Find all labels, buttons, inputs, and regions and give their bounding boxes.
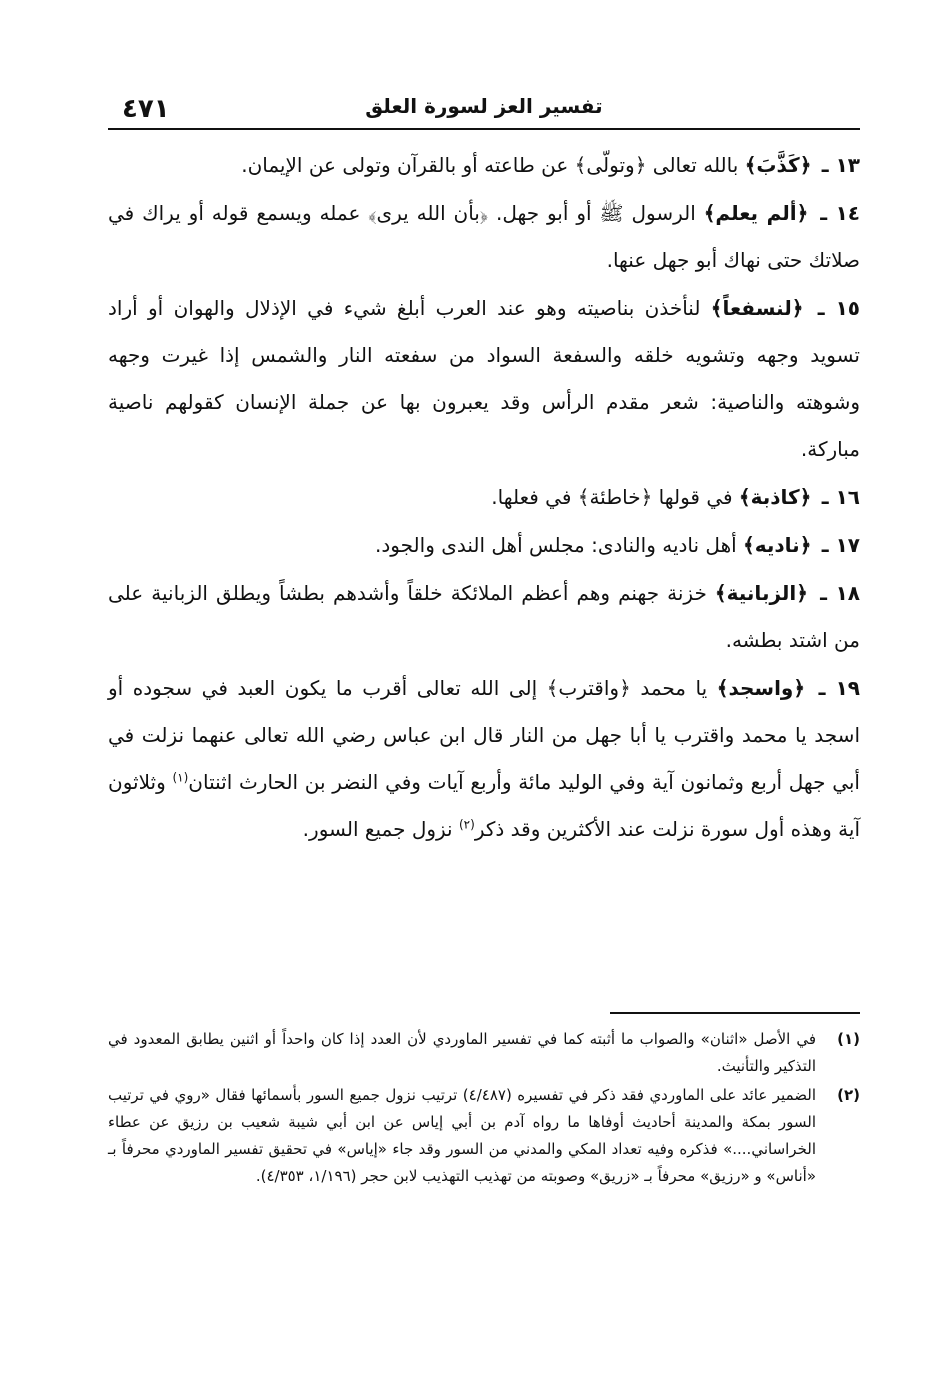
quran-term: ﴿لنسفعاً﴾ bbox=[710, 296, 804, 320]
footnote-text: الضمير عائد على الماوردي فقد ذكر في تفسيره (٤/٤٨٧) ترتيب نزول جميع السور بأسمائها فقال «روي في ترتيب السور بمكة والمدينة أحاديث أوفاها ما رواه آدم بن أبي إياس عن ابن أبي شيبة شعيب بن رزيق عن عطاء الخراساني....» فذكره وفيه تعداد المكي والمدني من السور وقد جاء «إياس» في تحقيق تفسير الماوردي محرفاً بـ «أناس» و «رزيق» محرفاً بـ «زريق» وصوبته من تهذيب التهذيب لابن حجر (١/١٩٦، ٤/٣٥٣). bbox=[108, 1086, 816, 1185]
commentary: أهل ناديه والنادى: مجلس أهل الندى والجود. bbox=[375, 533, 737, 557]
footnote-text: في الأصل «اثنان» والصواب ما أثبته كما في تفسير الماوردي لأن العدد إذا كان واحداً أو اثنين يطابق المعدود في التذكير والتأنيث. bbox=[108, 1030, 816, 1075]
verse-number: ١٨ ـ bbox=[820, 581, 860, 605]
quran-term: ﴿كَذَّبَ﴾ bbox=[744, 153, 812, 177]
page-header bbox=[108, 82, 860, 130]
footnote-ref[interactable]: (٢) bbox=[458, 817, 475, 832]
paragraph-19 bbox=[108, 665, 860, 853]
quran-term: ﴿ألم يعلم﴾ bbox=[703, 201, 809, 225]
quran-term: ﴿كاذبة﴾ bbox=[738, 485, 812, 509]
verse-number: ١٣ ـ bbox=[821, 153, 860, 177]
paragraph-18 bbox=[108, 570, 860, 664]
paragraph-14 bbox=[108, 190, 860, 284]
commentary: وثلاثون آية وهذه أول سورة نزلت عند الأكثرين وقد ذكر bbox=[108, 770, 860, 841]
footnote-marker: (١) bbox=[837, 1030, 860, 1048]
footnote-marker: (٢) bbox=[837, 1086, 860, 1104]
quran-term: ﴿ناديه﴾ bbox=[743, 533, 812, 557]
page-number: ٤٧١ bbox=[122, 94, 170, 124]
commentary: يا محمد ﴿واقترب﴾ إلى الله تعالى أقرب ما يكون العبد في سجوده أو اسجد يا محمد واقترب يا أبا جهل من النار قال ابن عباس رضي الله تعالى عنهما نزلت في أبي جهل أربع وثمانون آية وفي الوليد مائة وأربع آيات وفي النضر بن الحارث اثنتان bbox=[108, 676, 860, 794]
quran-term: ﴿واسجد﴾ bbox=[716, 676, 806, 700]
verse-number: ١٥ ـ bbox=[817, 296, 860, 320]
verse-number: ١٩ ـ bbox=[818, 676, 860, 700]
verse-number: ١٧ ـ bbox=[821, 533, 860, 557]
main-text bbox=[108, 142, 860, 853]
paragraph-17 bbox=[108, 522, 860, 569]
paragraph-13 bbox=[108, 142, 860, 189]
footnote-ref[interactable]: (١) bbox=[172, 770, 189, 785]
commentary: لنأخذن بناصيته وهو عند العرب أبلغ شيء في الإذلال والهوان أو أراد تسويد وجهه وتشويه خلقه والسفعة السواد من سفعته النار والشمس إذا غيرت وجهه وشوهته والناصية: شعر مقدم الرأس وقد يعبرون بها عن جملة الإنسان كقولهم ناصية مباركة. bbox=[108, 296, 860, 461]
footnote bbox=[108, 1082, 860, 1190]
commentary: بالله تعالى ﴿وتولّى﴾ عن طاعته أو بالقرآن وتولى عن الإيمان. bbox=[241, 153, 739, 177]
commentary: في قولها ﴿خاطئة﴾ في فعلها. bbox=[491, 485, 733, 509]
commentary: خزنة جهنم وهم أعظم الملائكة خلقاً وأشدهم بطشاً ويطلق الزبانية على من اشتد بطشه. bbox=[108, 581, 860, 652]
paragraph-15 bbox=[108, 285, 860, 473]
running-title: تفسير العز لسورة العلق bbox=[365, 94, 603, 118]
commentary: نزول جميع السور. bbox=[302, 817, 459, 841]
commentary: الرسول ﷺ أو أبو جهل. ﴿بأن الله يرى﴾ عمله ويسمع قوله أو يراك في صلاتك حتى نهاك أبو جهل عنها. bbox=[108, 201, 860, 272]
footnotes bbox=[108, 1026, 860, 1192]
footnote bbox=[108, 1026, 860, 1080]
verse-number: ١٤ ـ bbox=[820, 201, 861, 225]
quran-term: ﴿الزبانية﴾ bbox=[714, 581, 808, 605]
footnote-separator bbox=[610, 1012, 860, 1014]
paragraph-16 bbox=[108, 474, 860, 521]
verse-number: ١٦ ـ bbox=[821, 485, 860, 509]
